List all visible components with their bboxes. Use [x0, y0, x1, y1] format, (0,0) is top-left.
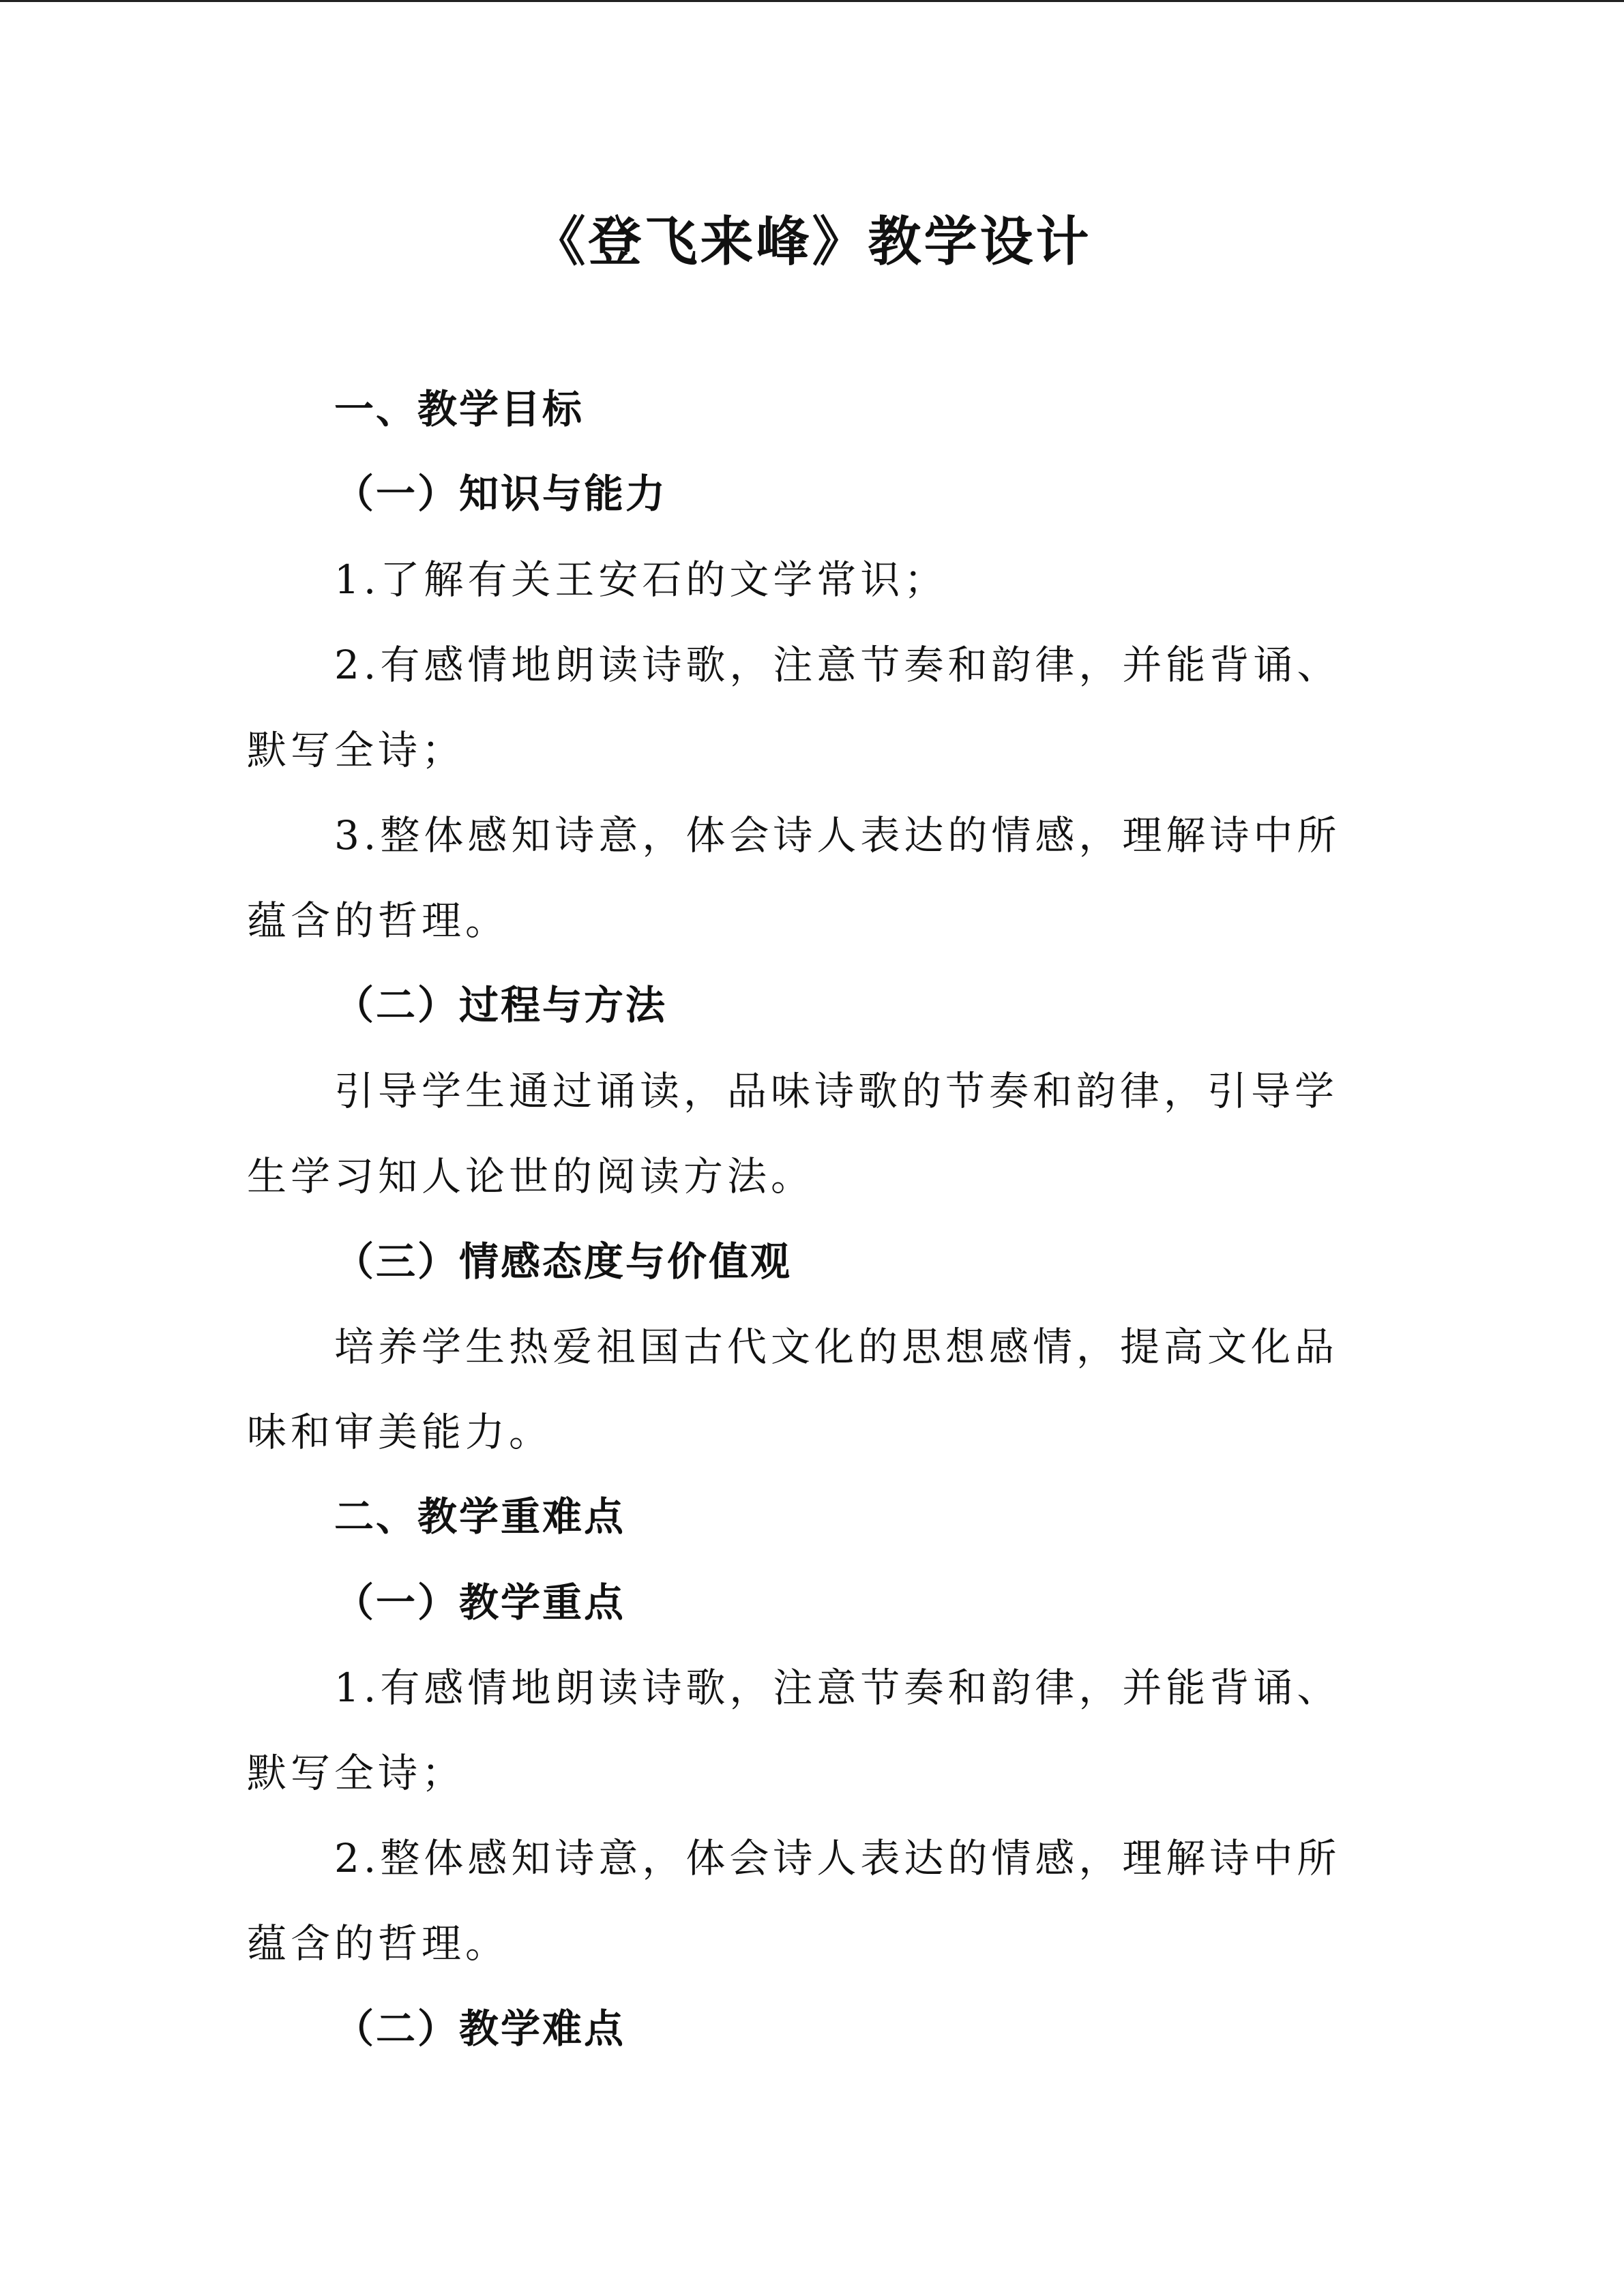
- subheading-teaching-difficulty: （二）教学难点: [334, 2006, 626, 2052]
- subheading-attitude-values: （三）情感态度与价值观: [334, 1238, 793, 1285]
- paragraph-line: 引导学生通过诵读，品味诗歌的节奏和韵律，引导学: [334, 1068, 1339, 1114]
- paragraph-line: 生学习知人论世的阅读方法。: [247, 1153, 815, 1199]
- paragraph-line: 1.有感情地朗读诗歌，注意节奏和韵律，并能背诵、: [334, 1665, 1341, 1711]
- paragraph-line: 2.整体感知诗意，体会诗人表达的情感，理解诗中所: [334, 1835, 1341, 1881]
- document-title: 《登飞来峰》教学设计: [532, 211, 1092, 273]
- section-heading-teaching-objectives: 一、教学目标: [334, 386, 585, 432]
- paragraph-line: 蕴含的哲理。: [247, 897, 510, 944]
- paragraph-line: 默写全诗；: [247, 727, 466, 773]
- paragraph-line: 1.了解有关王安石的文学常识；: [334, 556, 948, 603]
- paragraph-line: 默写全诗；: [247, 1750, 466, 1796]
- subheading-knowledge-ability: （一）知识与能力: [334, 471, 668, 517]
- top-border-line: [0, 0, 1624, 2]
- paragraph-line: 味和审美能力。: [247, 1409, 553, 1455]
- section-heading-key-difficulties: 二、教学重难点: [334, 1493, 626, 1540]
- paragraph-line: 2.有感情地朗读诗歌，注意节奏和韵律，并能背诵、: [334, 642, 1341, 688]
- paragraph-line: 培养学生热爱祖国古代文化的思想感情，提高文化品: [334, 1324, 1339, 1370]
- paragraph-line: 3.整体感知诗意，体会诗人表达的情感，理解诗中所: [334, 812, 1341, 859]
- subheading-teaching-focus: （一）教学重点: [334, 1579, 626, 1626]
- paragraph-line: 蕴含的哲理。: [247, 1920, 510, 1967]
- subheading-process-method: （二）过程与方法: [334, 982, 668, 1028]
